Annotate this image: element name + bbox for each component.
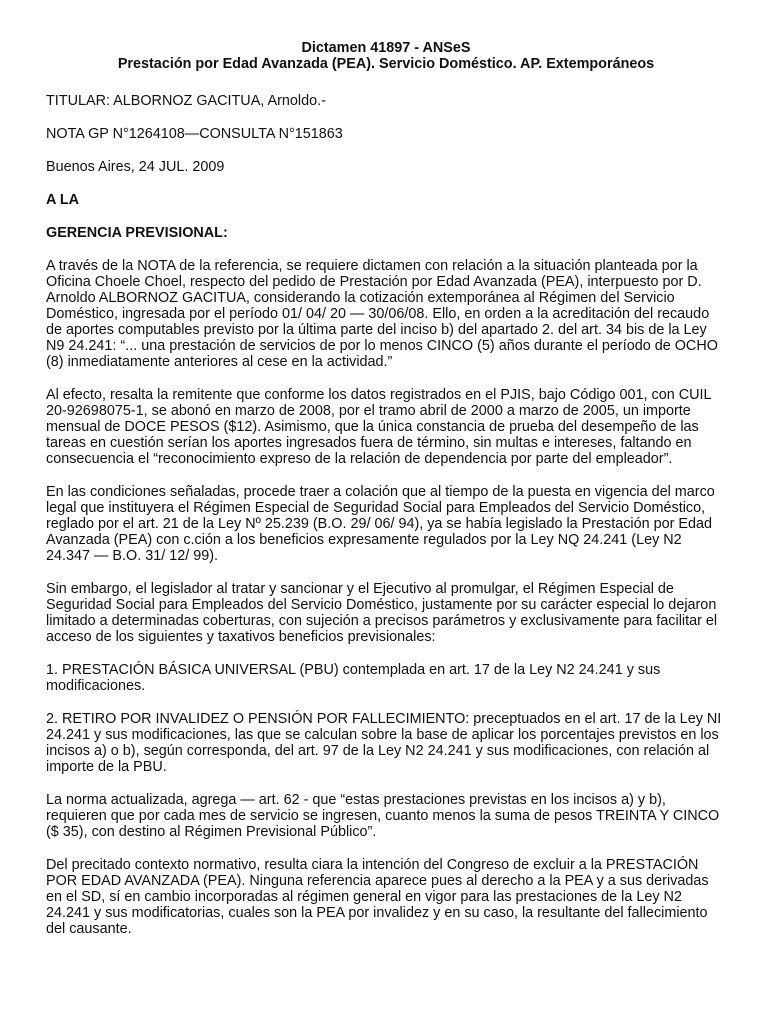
document-title: Dictamen 41897 - ANSeS (301, 40, 471, 56)
list-item-1: 1. PRESTACIÓN BÁSICA UNIVERSAL (PBU) contemplada en art. 17 de la Ley N2 24.241 y sus modificaciones. (46, 662, 661, 694)
document-subtitle: Prestación por Edad Avanzada (PEA). Servicio Doméstico. AP. Extemporáneos (117, 56, 655, 72)
paragraph-4: Sin embargo, el legislador al tratar y sancionar y el Ejecutivo al promulgar, el Régimen Especial de Seguridad Social para Empleados del Servicio Doméstico, justamente por su carácter especial lo dejaron limitado a determinadas coberturas, con sujeción a precisos parámetros y exclusivamente para facilitar el acceso de los siguientes y taxativos beneficios previsionales: (46, 581, 718, 645)
list-item-2: 2. RETIRO POR INVALIDEZ O PENSIÓN POR FALLECIMIENTO: preceptuados en el art. 17 de la Ley NI 24.241 y sus modificaciones, las que se calculan sobre la base de aplicar los porcentajes previstos en los incisos a) o b), según corresponda, del art. 97 de la Ley N2 24.241 y sus modificaciones, con relación al importe de la PBU. (46, 711, 722, 775)
nota-line: NOTA GP N°1264108—CONSULTA N°151863 (46, 126, 343, 142)
paragraph-6: Del precitado contexto normativo, resulta ciara la intención del Congreso de excluir a la PRESTACIÓN POR EDAD AVANZADA (PEA). Ninguna referencia aparece pues al derecho a la PEA y a sus derivadas en el SD, sí en cambio incorporadas al régimen general en vigor para las prestaciones de la Ley N2 24.241 y sus modificatorias, cuales son la PEA por invalidez y en su caso, la resultante del fallecimiento del causante. (46, 857, 709, 937)
date-line: Buenos Aires, 24 JUL. 2009 (46, 159, 225, 175)
titular-line: TITULAR: ALBORNOZ GACITUA, Arnoldo.- (46, 93, 326, 109)
addressee-prefix: A LA (46, 192, 80, 208)
paragraph-5: La norma actualizada, agrega — art. 62 - que “estas prestaciones previstas en los incisos a) y b), requieren que por cada mes de servicio se ingresen, cuanto menos la suma de pesos TREINTA Y CINCO ($ 35), con destino al Régimen Previsional Público”. (46, 792, 720, 840)
document-page (46, 40, 726, 937)
paragraph-1: A través de la NOTA de la referencia, se requiere dictamen con relación a la situación planteada por la Oficina Choele Choel, respecto del pedido de Prestación por Edad Avanzada (PEA), interpuesto por D. Arnoldo ALBORNOZ GACITUA, considerando la cotización extemporánea al Régimen del Servicio Doméstico, ingresada por el período 01/ 04/ 20 — 30/06/08. Ello, en orden a la acreditación del recaudo de aportes computables previsto por la última parte del inciso b) del apartado 2. del art. 34 bis de la Ley N9 24.241: “... una prestación de servicios de por lo menos CINCO (5) años durante el período de OCHO (8) inmediatamente anteriores al cese en la actividad.” (46, 258, 718, 370)
paragraph-2: Al efecto, resalta la remitente que conforme los datos registrados en el PJIS, bajo Código 001, con CUIL 20-92698075-1, se abonó en marzo de 2008, por el tramo abril de 2000 a marzo de 2005, un importe mensual de DOCE PESOS ($12). Asimismo, que la única constancia de prueba del desempeño de las tareas en cuestión serían los aportes ingresados fuera de término, sin multas e intereses, faltando en consecuencia el “reconocimiento expreso de la relación de dependencia por parte del empleador”. (46, 387, 711, 467)
addressee: GERENCIA PREVISIONAL: (46, 225, 228, 241)
paragraph-3: En las condiciones señaladas, procede traer a colación que al tiempo de la puesta en vigencia del marco legal que instituyera el Régimen Especial de Seguridad Social para Empleados del Servicio Doméstico, reglado por el art. 21 de la Ley Nº 25.239 (B.O. 29/ 06/ 94), ya se había legislado la Prestación por Edad Avanzada (PEA) con c.ción a los beneficios expresamente regulados por la Ley NQ 24.241 (Ley N2 24.347 — B.O. 31/ 12/ 99). (46, 484, 715, 564)
